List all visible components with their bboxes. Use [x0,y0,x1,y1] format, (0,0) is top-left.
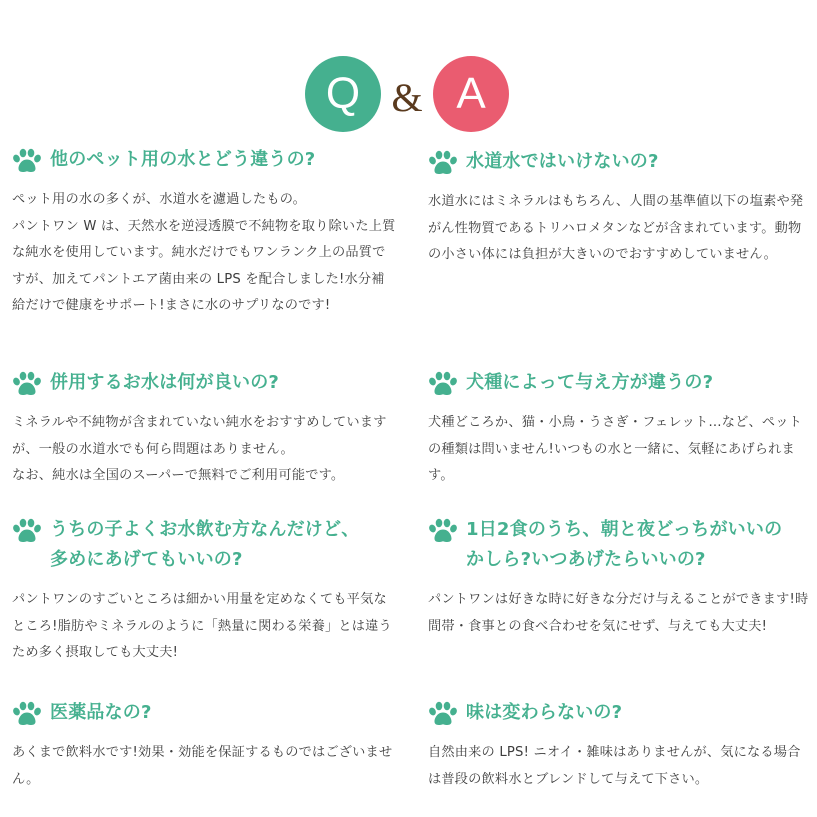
faq-question-row [12,368,397,398]
faq-question-row [12,145,397,175]
faq-question: 味は変わらないの? [466,702,623,723]
faq-item [428,368,813,490]
paw-icon [428,701,458,727]
faq-item [428,147,813,269]
faq-question: 犬種によって与え方が違うの? [466,372,714,393]
paw-icon [428,371,458,397]
faq-question: 医薬品なの? [50,702,152,723]
faq-question: 併用するお水は何が良いの? [50,372,280,393]
faq-answer: パントワンは好きな時に好きな分だけ与えることができます!時間帯・食事との食べ合わせを気にせず、与えても大丈夫! [428,592,809,634]
faq-question: うちの子よくお水飲む方なんだけど、 多めにあげてもいいの? [50,519,360,570]
faq-answer: 水道水にはミネラルはもちろん、人間の基準値以下の塩素や発がん性物質であるトリハロメタンなどが含まれています。動物の小さい体には負担が大きいのでおすすめしていません。 [428,194,804,262]
qa-header [0,56,817,126]
paw-icon [12,518,42,544]
faq-question: 水道水ではいけないの? [466,151,659,172]
paw-icon [12,701,42,727]
faq-answer: 犬種どころか、猫・小鳥・うさぎ・フェレット…など、ペットの種類は問いません!いつもの水と一緒に、気軽にあげられます。 [428,415,803,483]
faq-question: 1日2食のうち、朝と夜どっちがいいの かしら?いつあげたらいいの? [466,519,783,570]
faq-item [12,368,397,490]
q-circle: Q [305,56,381,132]
paw-icon [12,371,42,397]
faq-answer: あくまで飲料水です!効果・効能を保証するものではございません。 [12,745,393,787]
faq-answer: パントワンのすごいところは細かい用量を定めなくても平気なところ!脂肪やミネラルのように「熱量に関わる栄養」とは違うため多く摂取しても大丈夫! [12,592,392,660]
paw-icon [428,518,458,544]
faq-item [12,698,397,793]
faq-answer: 自然由来の LPS! ニオイ・雑味はありませんが、気になる場合は普段の飲料水とブレンドして与えて下さい。 [428,745,801,787]
faq-question-row [12,515,397,575]
faq-question-row [12,698,397,728]
faq-question-row [428,698,813,728]
faq-question-row [428,515,813,575]
faq-question-row [428,368,813,398]
faq-item [428,698,813,793]
a-circle: A [433,56,509,132]
faq-question: 他のペット用の水とどう違うの? [50,149,316,170]
paw-icon [428,150,458,176]
faq-answer: ペット用の水の多くが、水道水を濾過したもの。 パントワン W は、天然水を逆浸透膜で不純物を取り除いた上質な純水を使用しています。純水だけでもワンランク上の品質ですが、加えてパントエア菌由来の LPS を配合しました!水分補給だけで健康をサポート!まさに水のサプリなのです! [12,192,396,313]
faq-item [428,515,813,640]
faq-question-row [428,147,813,177]
faq-item [12,145,397,320]
faq-item [12,515,397,667]
paw-icon [12,148,42,174]
faq-answer: ミネラルや不純物が含まれていない純水をおすすめしていますが、一般の水道水でも何ら問題はありません。 なお、純水は全国のスーパーで無料でご利用可能です。 [12,415,387,483]
ampersand: & [391,75,423,120]
